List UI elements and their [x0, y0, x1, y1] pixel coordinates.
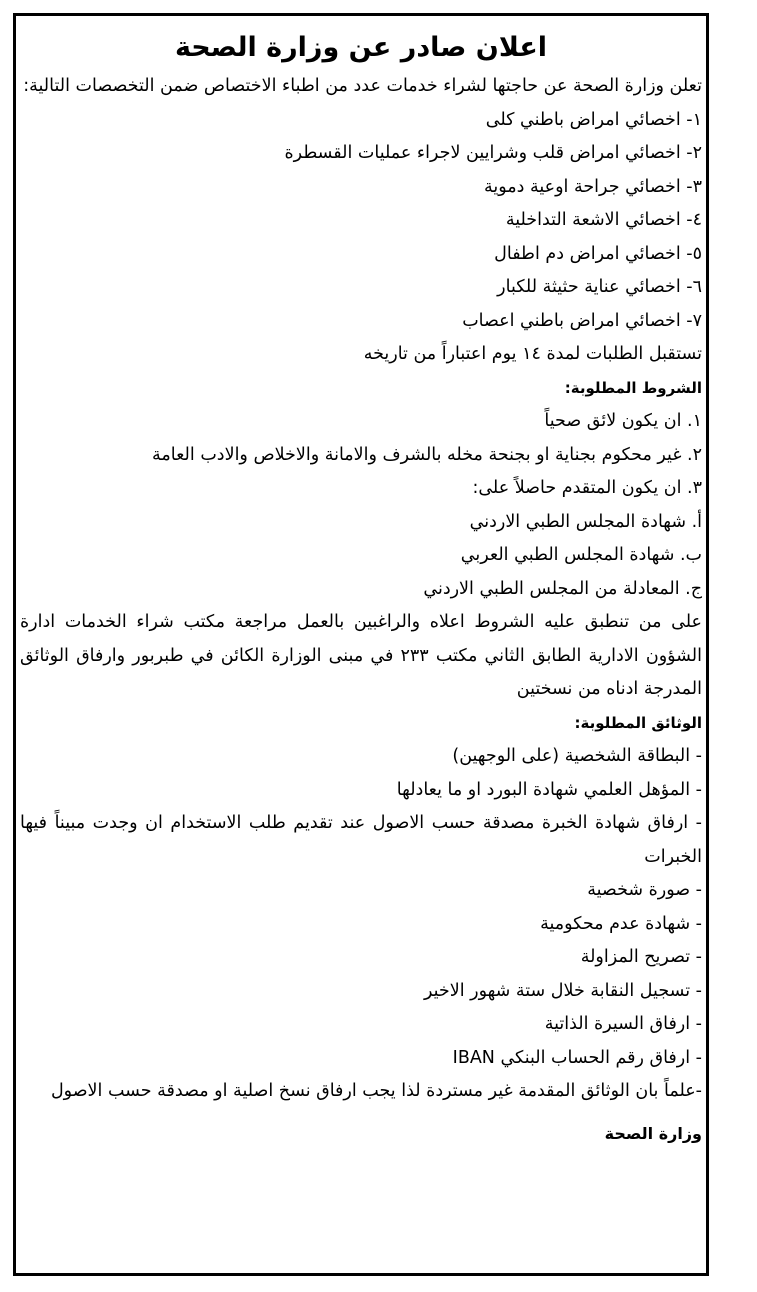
specialties-list: [20, 104, 702, 339]
conditions-heading: الشروط المطلوبة:: [564, 378, 702, 397]
list-item: ٥- اخصائي امراض دم اطفال: [494, 243, 702, 264]
list-item: ٢. غير محكوم بجناية او بجنحة مخله بالشرف والامانة والاخلاص والادب العامة: [152, 444, 702, 465]
signature: وزارة الصحة: [604, 1123, 702, 1143]
instructions-paragraph: على من تنطبق عليه الشروط اعلاه والراغبين بالعمل مراجعة مكتب شراء الخدمات ادارة الشؤون الادارية الطابق الثاني مكتب ٢٣٣ في مبنى الوزارة الكائن في طبربور وارفاق الوثائق المدرجة ادناه من نسختين: [20, 612, 702, 699]
list-item: ٤- اخصائي الاشعة التداخلية: [505, 210, 702, 230]
applications-period: تستقبل الطلبات لمدة ١٤ يوم اعتباراً من تاريخه: [363, 344, 702, 364]
list-item: ٣- اخصائي جراحة اوعية دموية: [483, 176, 702, 197]
list-item: ٢- اخصائي امراض قلب وشرايين لاجراء عمليات القسطرة: [284, 143, 702, 163]
list-item: -علماً بان الوثائق المقدمة غير مستردة لذا يجب ارفاق نسخ اصلية او مصدقة حسب الاصول: [50, 1081, 702, 1101]
announcement-title: اعلان صادر عن وزارة الصحة: [174, 32, 548, 63]
list-item: ٧- اخصائي امراض باطني اعصاب: [462, 310, 702, 331]
list-item: - صورة شخصية: [587, 880, 702, 900]
list-item: ١. ان يكون لائق صحياً: [544, 411, 702, 431]
announcement-body: [20, 30, 702, 1149]
conditions-list: [20, 405, 702, 606]
list-item: ٣. ان يكون المتقدم حاصلاً على:: [472, 478, 702, 498]
list-item: - شهادة عدم محكومية: [540, 913, 702, 934]
list-item: ١- اخصائي امراض باطني كلى: [485, 109, 702, 130]
list-item: ج. المعادلة من المجلس الطبي الاردني: [423, 578, 702, 599]
intro-paragraph: تعلن وزارة الصحة عن حاجتها لشراء خدمات عدد من اطباء الاختصاص ضمن التخصصات التالية:: [23, 76, 702, 96]
list-item: - البطاقة الشخصية (على الوجهين): [452, 746, 702, 766]
list-item: - ارفاق السيرة الذاتية: [544, 1014, 702, 1034]
list-item: ب. شهادة المجلس الطبي العربي: [460, 545, 702, 565]
documents-heading: الوثائق المطلوبة:: [574, 713, 702, 732]
list-item: - تسجيل النقابة خلال ستة شهور الاخير: [423, 980, 702, 1001]
list-item: - ارفاق رقم الحساب البنكي IBAN: [452, 1047, 702, 1068]
list-item: ٦- اخصائي عناية حثيثة للكبار: [497, 277, 702, 297]
documents-list: [20, 740, 702, 1109]
list-item: - ارفاق شهادة الخبرة مصدقة حسب الاصول عند تقديم طلب الاستخدام ان وجدت مبيناً فيها الخبرات: [20, 813, 702, 867]
list-item: أ. شهادة المجلس الطبي الاردني: [469, 511, 702, 532]
list-item: - تصريح المزاولة: [580, 947, 702, 967]
list-item: - المؤهل العلمي شهادة البورد او ما يعادلها: [396, 779, 702, 800]
